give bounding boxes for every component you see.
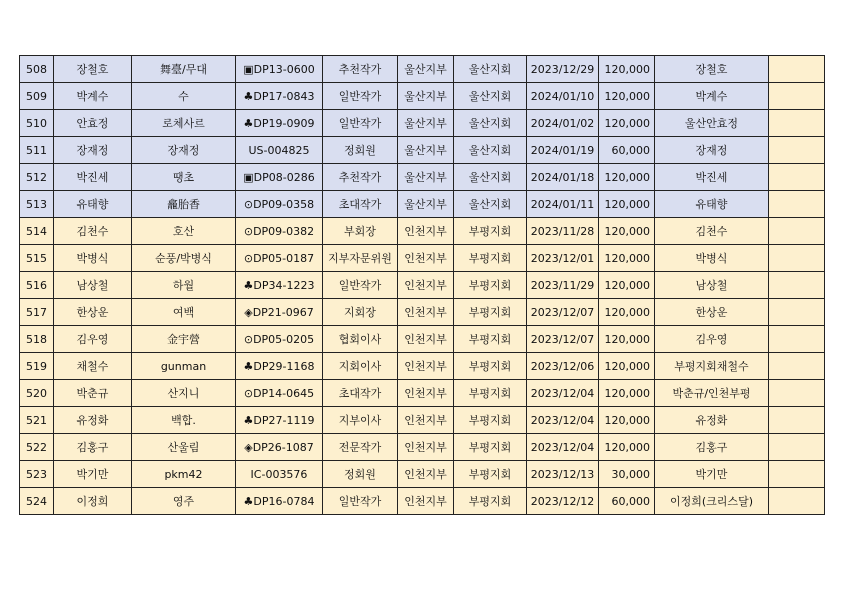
row-number-cell: 524 bbox=[20, 488, 54, 515]
chapter-cell: 울산지회 bbox=[454, 56, 527, 83]
member-code-cell: ▣DP13-0600 bbox=[236, 56, 323, 83]
memo-cell bbox=[769, 218, 825, 245]
pen-name-cell: 龕胎香 bbox=[132, 191, 236, 218]
pen-name-cell: 순풍/박병식 bbox=[132, 245, 236, 272]
memo-cell bbox=[769, 164, 825, 191]
member-code-cell: ⊙DP09-0358 bbox=[236, 191, 323, 218]
grade-cell: 추천작가 bbox=[323, 164, 398, 191]
grade-cell: 지부자문위원 bbox=[323, 245, 398, 272]
table-row bbox=[20, 110, 825, 137]
grade-cell: 일반작가 bbox=[323, 110, 398, 137]
pen-name-cell: 수 bbox=[132, 83, 236, 110]
branch-cell: 인천지부 bbox=[398, 407, 454, 434]
memo-cell bbox=[769, 272, 825, 299]
payer-cell: 김우영 bbox=[655, 326, 769, 353]
pen-name-cell: 백합. bbox=[132, 407, 236, 434]
member-code-cell: ♣DP17-0843 bbox=[236, 83, 323, 110]
grade-cell: 초대작가 bbox=[323, 380, 398, 407]
fee-cell: 30,000 bbox=[599, 461, 655, 488]
grade-cell: 전문작가 bbox=[323, 434, 398, 461]
table-row bbox=[20, 488, 825, 515]
memo-cell bbox=[769, 353, 825, 380]
name-cell: 박진세 bbox=[54, 164, 132, 191]
memo-cell bbox=[769, 245, 825, 272]
row-number-cell: 518 bbox=[20, 326, 54, 353]
name-cell: 이정희 bbox=[54, 488, 132, 515]
chapter-cell: 부평지회 bbox=[454, 326, 527, 353]
member-code-cell: ▣DP08-0286 bbox=[236, 164, 323, 191]
pen-name-cell: 호산 bbox=[132, 218, 236, 245]
table-row bbox=[20, 218, 825, 245]
chapter-cell: 울산지회 bbox=[454, 137, 527, 164]
branch-cell: 울산지부 bbox=[398, 164, 454, 191]
fee-cell: 120,000 bbox=[599, 56, 655, 83]
table-row bbox=[20, 326, 825, 353]
table-row bbox=[20, 299, 825, 326]
branch-cell: 울산지부 bbox=[398, 56, 454, 83]
pen-name-cell: 로체사르 bbox=[132, 110, 236, 137]
date-cell: 2023/12/04 bbox=[527, 380, 599, 407]
branch-cell: 울산지부 bbox=[398, 137, 454, 164]
branch-cell: 인천지부 bbox=[398, 380, 454, 407]
pen-name-cell: 산지니 bbox=[132, 380, 236, 407]
payer-cell: 장재정 bbox=[655, 137, 769, 164]
table-row bbox=[20, 272, 825, 299]
chapter-cell: 부평지회 bbox=[454, 407, 527, 434]
pen-name-cell: 산울림 bbox=[132, 434, 236, 461]
row-number-cell: 521 bbox=[20, 407, 54, 434]
name-cell: 안효정 bbox=[54, 110, 132, 137]
date-cell: 2023/12/07 bbox=[527, 299, 599, 326]
pen-name-cell: 하월 bbox=[132, 272, 236, 299]
date-cell: 2024/01/10 bbox=[527, 83, 599, 110]
date-cell: 2024/01/11 bbox=[527, 191, 599, 218]
chapter-cell: 울산지회 bbox=[454, 110, 527, 137]
chapter-cell: 부평지회 bbox=[454, 299, 527, 326]
pen-name-cell: gunman bbox=[132, 353, 236, 380]
fee-cell: 120,000 bbox=[599, 83, 655, 110]
memo-cell bbox=[769, 434, 825, 461]
date-cell: 2023/12/13 bbox=[527, 461, 599, 488]
pen-name-cell: 여백 bbox=[132, 299, 236, 326]
name-cell: 박기만 bbox=[54, 461, 132, 488]
date-cell: 2023/12/04 bbox=[527, 434, 599, 461]
payer-cell: 김홍구 bbox=[655, 434, 769, 461]
member-code-cell: ⊙DP14-0645 bbox=[236, 380, 323, 407]
fee-cell: 120,000 bbox=[599, 434, 655, 461]
fee-cell: 120,000 bbox=[599, 164, 655, 191]
memo-cell bbox=[769, 461, 825, 488]
grade-cell: 정회원 bbox=[323, 137, 398, 164]
payer-cell: 유정화 bbox=[655, 407, 769, 434]
row-number-cell: 511 bbox=[20, 137, 54, 164]
name-cell: 장철호 bbox=[54, 56, 132, 83]
table-row bbox=[20, 191, 825, 218]
fee-cell: 120,000 bbox=[599, 272, 655, 299]
date-cell: 2023/12/01 bbox=[527, 245, 599, 272]
fee-cell: 120,000 bbox=[599, 191, 655, 218]
branch-cell: 인천지부 bbox=[398, 434, 454, 461]
branch-cell: 인천지부 bbox=[398, 353, 454, 380]
grade-cell: 지회이사 bbox=[323, 353, 398, 380]
name-cell: 유정화 bbox=[54, 407, 132, 434]
grade-cell: 초대작가 bbox=[323, 191, 398, 218]
grade-cell: 협회이사 bbox=[323, 326, 398, 353]
row-number-cell: 516 bbox=[20, 272, 54, 299]
member-code-cell: ♣DP16-0784 bbox=[236, 488, 323, 515]
member-code-cell: ♣DP27-1119 bbox=[236, 407, 323, 434]
grade-cell: 추천작가 bbox=[323, 56, 398, 83]
member-code-cell: US-004825 bbox=[236, 137, 323, 164]
payer-cell: 박기만 bbox=[655, 461, 769, 488]
table-row bbox=[20, 380, 825, 407]
date-cell: 2023/12/12 bbox=[527, 488, 599, 515]
member-code-cell: ◈DP21-0967 bbox=[236, 299, 323, 326]
name-cell: 김천수 bbox=[54, 218, 132, 245]
table-row bbox=[20, 83, 825, 110]
chapter-cell: 부평지회 bbox=[454, 461, 527, 488]
row-number-cell: 515 bbox=[20, 245, 54, 272]
payer-cell: 박병식 bbox=[655, 245, 769, 272]
branch-cell: 인천지부 bbox=[398, 326, 454, 353]
member-code-cell: ⊙DP05-0187 bbox=[236, 245, 323, 272]
name-cell: 남상철 bbox=[54, 272, 132, 299]
member-code-cell: IC-003576 bbox=[236, 461, 323, 488]
chapter-cell: 울산지회 bbox=[454, 191, 527, 218]
pen-name-cell: 金宇營 bbox=[132, 326, 236, 353]
payer-cell: 울산안효정 bbox=[655, 110, 769, 137]
payer-cell: 박진세 bbox=[655, 164, 769, 191]
grade-cell: 일반작가 bbox=[323, 488, 398, 515]
chapter-cell: 부평지회 bbox=[454, 434, 527, 461]
payer-cell: 남상철 bbox=[655, 272, 769, 299]
branch-cell: 인천지부 bbox=[398, 245, 454, 272]
row-number-cell: 520 bbox=[20, 380, 54, 407]
row-number-cell: 517 bbox=[20, 299, 54, 326]
fee-cell: 60,000 bbox=[599, 137, 655, 164]
chapter-cell: 부평지회 bbox=[454, 218, 527, 245]
name-cell: 채철수 bbox=[54, 353, 132, 380]
fee-cell: 120,000 bbox=[599, 245, 655, 272]
memo-cell bbox=[769, 56, 825, 83]
payer-cell: 박계수 bbox=[655, 83, 769, 110]
chapter-cell: 울산지회 bbox=[454, 83, 527, 110]
row-number-cell: 513 bbox=[20, 191, 54, 218]
payer-cell: 박춘규/인천부평 bbox=[655, 380, 769, 407]
row-number-cell: 514 bbox=[20, 218, 54, 245]
payer-cell: 유태향 bbox=[655, 191, 769, 218]
branch-cell: 인천지부 bbox=[398, 461, 454, 488]
member-code-cell: ⊙DP05-0205 bbox=[236, 326, 323, 353]
branch-cell: 울산지부 bbox=[398, 110, 454, 137]
date-cell: 2024/01/02 bbox=[527, 110, 599, 137]
fee-cell: 120,000 bbox=[599, 110, 655, 137]
grade-cell: 정회원 bbox=[323, 461, 398, 488]
branch-cell: 인천지부 bbox=[398, 299, 454, 326]
date-cell: 2024/01/18 bbox=[527, 164, 599, 191]
name-cell: 박춘규 bbox=[54, 380, 132, 407]
fee-cell: 120,000 bbox=[599, 380, 655, 407]
member-code-cell: ◈DP26-1087 bbox=[236, 434, 323, 461]
date-cell: 2023/11/28 bbox=[527, 218, 599, 245]
grade-cell: 일반작가 bbox=[323, 272, 398, 299]
name-cell: 유태향 bbox=[54, 191, 132, 218]
grade-cell: 일반작가 bbox=[323, 83, 398, 110]
member-code-cell: ⊙DP09-0382 bbox=[236, 218, 323, 245]
chapter-cell: 부평지회 bbox=[454, 353, 527, 380]
payer-cell: 김천수 bbox=[655, 218, 769, 245]
pen-name-cell: 장재정 bbox=[132, 137, 236, 164]
name-cell: 김홍구 bbox=[54, 434, 132, 461]
chapter-cell: 울산지회 bbox=[454, 164, 527, 191]
payer-cell: 부평지회채철수 bbox=[655, 353, 769, 380]
row-number-cell: 509 bbox=[20, 83, 54, 110]
table-row bbox=[20, 245, 825, 272]
table-row bbox=[20, 56, 825, 83]
member-code-cell: ♣DP34-1223 bbox=[236, 272, 323, 299]
member-table bbox=[19, 55, 825, 515]
payer-cell: 장철호 bbox=[655, 56, 769, 83]
fee-cell: 60,000 bbox=[599, 488, 655, 515]
branch-cell: 인천지부 bbox=[398, 272, 454, 299]
memo-cell bbox=[769, 191, 825, 218]
table-row bbox=[20, 434, 825, 461]
branch-cell: 인천지부 bbox=[398, 488, 454, 515]
row-number-cell: 508 bbox=[20, 56, 54, 83]
memo-cell bbox=[769, 326, 825, 353]
table-row bbox=[20, 137, 825, 164]
table-row bbox=[20, 407, 825, 434]
name-cell: 한상운 bbox=[54, 299, 132, 326]
name-cell: 박병식 bbox=[54, 245, 132, 272]
memo-cell bbox=[769, 110, 825, 137]
row-number-cell: 522 bbox=[20, 434, 54, 461]
fee-cell: 120,000 bbox=[599, 326, 655, 353]
branch-cell: 인천지부 bbox=[398, 218, 454, 245]
table-body bbox=[20, 56, 825, 515]
pen-name-cell: 땡초 bbox=[132, 164, 236, 191]
memo-cell bbox=[769, 380, 825, 407]
memo-cell bbox=[769, 488, 825, 515]
date-cell: 2023/12/04 bbox=[527, 407, 599, 434]
date-cell: 2023/12/06 bbox=[527, 353, 599, 380]
row-number-cell: 512 bbox=[20, 164, 54, 191]
pen-name-cell: pkm42 bbox=[132, 461, 236, 488]
fee-cell: 120,000 bbox=[599, 353, 655, 380]
memo-cell bbox=[769, 407, 825, 434]
row-number-cell: 519 bbox=[20, 353, 54, 380]
member-code-cell: ♣DP29-1168 bbox=[236, 353, 323, 380]
date-cell: 2023/12/07 bbox=[527, 326, 599, 353]
pen-name-cell: 舞臺/무대 bbox=[132, 56, 236, 83]
date-cell: 2024/01/19 bbox=[527, 137, 599, 164]
pen-name-cell: 영주 bbox=[132, 488, 236, 515]
table-row bbox=[20, 461, 825, 488]
payer-cell: 한상운 bbox=[655, 299, 769, 326]
grade-cell: 부회장 bbox=[323, 218, 398, 245]
fee-cell: 120,000 bbox=[599, 407, 655, 434]
branch-cell: 울산지부 bbox=[398, 191, 454, 218]
member-code-cell: ♣DP19-0909 bbox=[236, 110, 323, 137]
memo-cell bbox=[769, 299, 825, 326]
row-number-cell: 523 bbox=[20, 461, 54, 488]
date-cell: 2023/11/29 bbox=[527, 272, 599, 299]
table-row bbox=[20, 353, 825, 380]
grade-cell: 지회장 bbox=[323, 299, 398, 326]
row-number-cell: 510 bbox=[20, 110, 54, 137]
chapter-cell: 부평지회 bbox=[454, 272, 527, 299]
chapter-cell: 부평지회 bbox=[454, 488, 527, 515]
memo-cell bbox=[769, 83, 825, 110]
chapter-cell: 부평지회 bbox=[454, 245, 527, 272]
date-cell: 2023/12/29 bbox=[527, 56, 599, 83]
name-cell: 박계수 bbox=[54, 83, 132, 110]
branch-cell: 울산지부 bbox=[398, 83, 454, 110]
fee-cell: 120,000 bbox=[599, 299, 655, 326]
name-cell: 김우영 bbox=[54, 326, 132, 353]
table-row bbox=[20, 164, 825, 191]
name-cell: 장재정 bbox=[54, 137, 132, 164]
chapter-cell: 부평지회 bbox=[454, 380, 527, 407]
memo-cell bbox=[769, 137, 825, 164]
fee-cell: 120,000 bbox=[599, 218, 655, 245]
payer-cell: 이정희(크리스달) bbox=[655, 488, 769, 515]
grade-cell: 지부이사 bbox=[323, 407, 398, 434]
